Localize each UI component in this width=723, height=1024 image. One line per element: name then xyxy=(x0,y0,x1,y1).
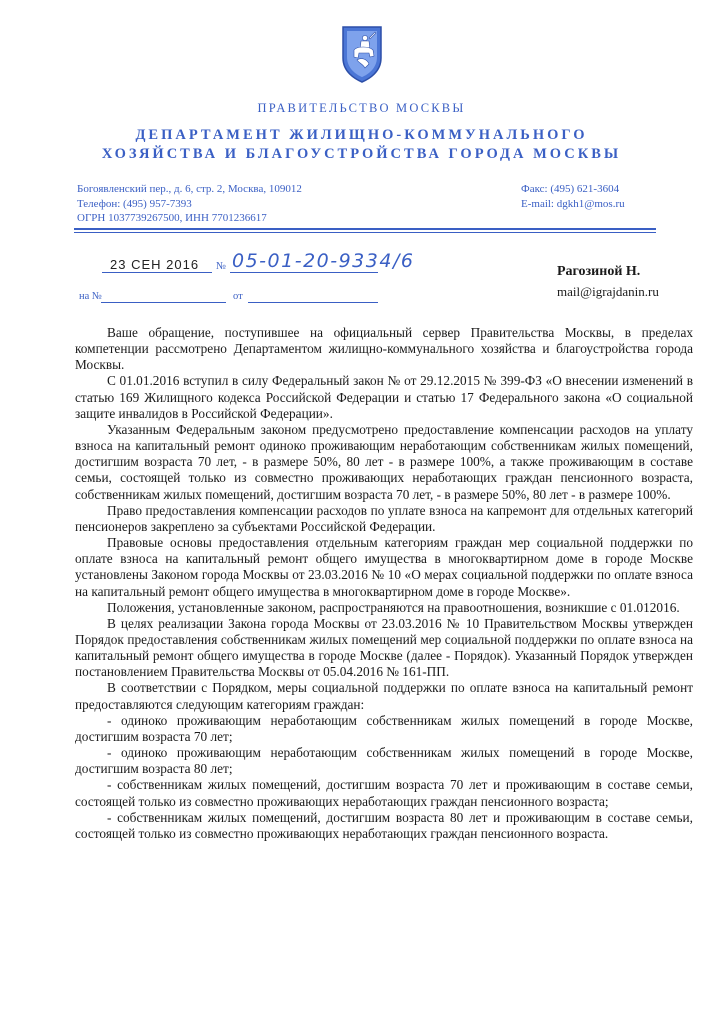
email-contact: E-mail: dgkh1@mos.ru xyxy=(521,197,625,210)
reference-label: на № xyxy=(79,291,102,302)
number-label: № xyxy=(216,261,227,272)
contacts-left xyxy=(77,182,302,226)
from-label: от xyxy=(233,291,243,302)
paragraph: С 01.01.2016 вступил в силу Федеральный закон № от 29.12.2015 № 399-ФЗ «О внесении изменений в статью 169 Жилищного кодекса Российской Федерации и статью 17 Федерального закона «О социальной защите инвалидов в Российской Федерации». xyxy=(75,373,693,421)
from-underline xyxy=(248,302,378,303)
phone: Телефон: (495) 957-7393 xyxy=(77,197,192,210)
paragraph: Правовые основы предоставления отдельным категориям граждан мер социальной поддержки по оплате взноса на капитальный ремонт общего имущества в многоквартирном доме в городе Москве установлены Законом города Москвы от 23.03.2016 № 10 «О мерах социальной поддержки по оплате взноса на капитальный ремонт общего имущества в многоквартирном доме в городе Москве». xyxy=(75,535,693,599)
number-underline xyxy=(230,272,378,273)
paragraph: Положения, установленные законом, распространяются на правоотношения, возникшие с 01.012016. xyxy=(107,599,680,615)
list-item: - одиноко проживающим неработающим собственникам жилых помещений в городе Москве, достигшим возраста 80 лет; xyxy=(75,745,693,777)
recipient-name: Рагозиной Н. xyxy=(557,264,641,279)
date-underline xyxy=(102,272,212,273)
paragraph: Указанным Федеральным законом предусмотрено предоставление компенсации расходов на уплату взноса на капитальный ремонт одиноко проживающим неработающим собственникам жилых помещений, достигшим возраста 70 лет, - в размере 50%, 80 лет - в размере 100%, а также проживающим в составе семьи, состоящей только из совместно проживающих неработающих граждан пенсионного возраста, собственникам жилых помещений, достигшим возраста 70 лет, - в размере 50%, 80 лет - в размере 100%. xyxy=(75,421,693,502)
paragraph: В целях реализации Закона города Москвы от 23.03.2016 № 10 Правительством Москвы утвержден Порядок предоставления собственникам жилых помещений мер социальной поддержки по оплате взноса на капитальный ремонт общего имущества в городе Москве (далее - Порядок). Указанный Порядок утвержден постановлением Правительства Москвы от 05.04.2016 № 161-ПП. xyxy=(75,615,693,680)
department-title-line2: ХОЗЯЙСТВА И БЛАГОУСТРОЙСТВА ГОРОДА МОСКВЫ xyxy=(101,146,622,162)
letter-body xyxy=(75,325,693,842)
date-stamp: 23 СЕН 2016 xyxy=(110,257,200,272)
list-item: - собственникам жилых помещений, достигшим возраста 70 лет и проживающим в составе семьи, состоящей только из совместно проживающих неработающих граждан пенсионного возраста; xyxy=(75,777,693,809)
department-title-line1: ДЕПАРТАМЕНТ ЖИЛИЩНО-КОММУНАЛЬНОГО xyxy=(135,127,588,143)
address: Богоявленский пер., д. 6, стр. 2, Москва, 109012 xyxy=(77,183,302,195)
contacts-right xyxy=(521,182,625,211)
paragraph: В соответствии с Порядком, меры социальной поддержки по оплате взноса на капитальный ремонт предоставляются следующим категориям граждан: xyxy=(75,680,693,712)
reference-underline xyxy=(101,302,226,303)
list-item: - собственникам жилых помещений, достигшим возраста 80 лет и проживающим в составе семьи, состоящей только из совместно проживающих неработающих граждан пенсионного возраста. xyxy=(75,809,693,841)
moscow-coat-of-arms-icon xyxy=(339,24,385,84)
paragraph: Право предоставления компенсации расходов по уплате взноса на капремонт для отдельных категорий пенсионеров закреплено за субъектами Российской Федерации. xyxy=(75,502,693,534)
header-divider xyxy=(74,228,656,230)
fax: Факс: (495) 621-3604 xyxy=(521,183,620,195)
ogrn-inn: ОГРН 1037739267500, ИНН 7701236617 xyxy=(77,212,267,224)
paragraph: Ваше обращение, поступившее на официальный сервер Правительства Москвы, в пределах компетенции рассмотрено Департаментом жилищно-коммунального хозяйства и благоустройства города Москвы. xyxy=(75,325,693,373)
list-item: - одиноко проживающим неработающим собственникам жилых помещений в городе Москве, достигшим возраста 70 лет; xyxy=(75,712,693,744)
header-divider-thin xyxy=(74,232,656,233)
government-title: ПРАВИТЕЛЬСТВО МОСКВЫ xyxy=(257,101,466,115)
recipient-email: mail@igrajdanin.ru xyxy=(557,284,659,299)
outgoing-number: 05-01-20-9334/6 xyxy=(232,250,415,272)
